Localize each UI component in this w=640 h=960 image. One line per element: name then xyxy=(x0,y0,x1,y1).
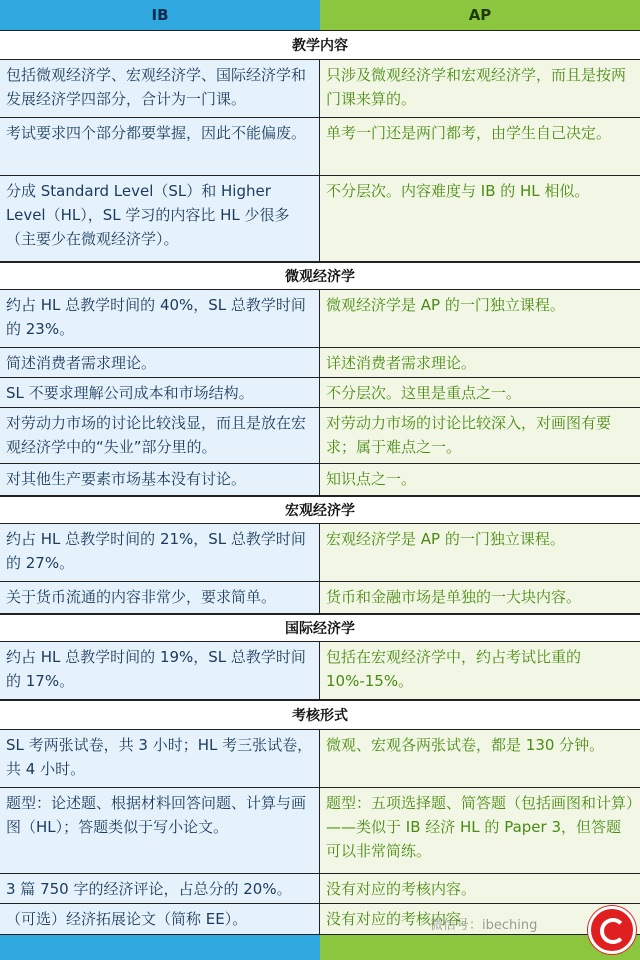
section-title: 教学内容 xyxy=(0,30,640,60)
ap-cell: 微观、宏观各两张试卷，都是 130 分钟。 xyxy=(320,730,640,787)
ap-cell: 宏观经济学是 AP 的一门独立课程。 xyxy=(320,524,640,581)
ib-cell: 题型：论述题、根据材料回答问题、计算与画图（HL）；答题类似于写小论文。 xyxy=(0,788,320,873)
ap-cell: 详述消费者需求理论。 xyxy=(320,348,640,377)
ib-cell: 3 篇 750 字的经济评论，占总分的 20%。 xyxy=(0,874,320,903)
ap-cell: 单考一门还是两门都考，由学生自己决定。 xyxy=(320,118,640,175)
table-row xyxy=(0,378,640,408)
ap-cell: 货币和金融市场是单独的一大块内容。 xyxy=(320,582,640,613)
column-header-ib: IB xyxy=(0,0,320,30)
ib-cell: 对其他生产要素市场基本没有讨论。 xyxy=(0,464,320,495)
ib-cell: 简述消费者需求理论。 xyxy=(0,348,320,377)
ib-cell: 约占 HL 总教学时间的 40%，SL 总教学时间的 23%。 xyxy=(0,290,320,347)
table-row xyxy=(0,408,640,464)
ib-cell: 对劳动力市场的讨论比较浅显，而且是放在宏观经济学中的“失业”部分里的。 xyxy=(0,408,320,463)
ib-cell: 包括微观经济学、宏观经济学、国际经济学和发展经济学四部分，合计为一门课。 xyxy=(0,60,320,117)
ap-cell: 微观经济学是 AP 的一门独立课程。 xyxy=(320,290,640,347)
watermark-text: 微信号：ibeching xyxy=(430,918,538,933)
ap-cell: 不分层次。内容难度与 IB 的 HL 相似。 xyxy=(320,176,640,261)
footer-bar-ib xyxy=(0,935,320,960)
table-row xyxy=(0,582,640,614)
ib-cell: 约占 HL 总教学时间的 19%，SL 总教学时间的 17%。 xyxy=(0,642,320,699)
table-row xyxy=(0,874,640,904)
section-title: 宏观经济学 xyxy=(0,496,640,524)
table-row xyxy=(0,290,640,348)
ib-cell: 关于货币流通的内容非常少，要求简单。 xyxy=(0,582,320,613)
section-title: 考核形式 xyxy=(0,700,640,730)
ap-cell: 只涉及微观经济学和宏观经济学，而且是按两门课来算的。 xyxy=(320,60,640,117)
ib-cell: （可选）经济拓展论文（简称 EE）。 xyxy=(0,904,320,934)
ap-cell: 没有对应的考核内容。 xyxy=(320,874,640,903)
brand-logo-icon xyxy=(588,906,636,954)
ap-cell: 对劳动力市场的讨论比较深入，对画图有要求；属于难点之一。 xyxy=(320,408,640,463)
ap-cell: 没有对应的考核内容。 xyxy=(320,904,640,934)
table-row xyxy=(0,642,640,700)
table-row xyxy=(0,176,640,262)
column-header-ap: AP xyxy=(320,0,640,30)
table-row xyxy=(0,904,640,935)
ap-cell: 知识点之一。 xyxy=(320,464,640,495)
ib-cell: SL 考两张试卷，共 3 小时；HL 考三张试卷，共 4 小时。 xyxy=(0,730,320,787)
table-row xyxy=(0,464,640,496)
table-row xyxy=(0,788,640,874)
table-row xyxy=(0,118,640,176)
ib-cell: 分成 Standard Level（SL）和 Higher Level（HL），SL 学习的内容比 HL 少很多（主要少在微观经济学）。 xyxy=(0,176,320,261)
section-title: 微观经济学 xyxy=(0,262,640,290)
table-row xyxy=(0,60,640,118)
ib-cell: SL 不要求理解公司成本和市场结构。 xyxy=(0,378,320,407)
ib-cell: 约占 HL 总教学时间的 21%，SL 总教学时间的 27%。 xyxy=(0,524,320,581)
ib-cell: 考试要求四个部分都要掌握，因此不能偏废。 xyxy=(0,118,320,175)
table-row xyxy=(0,730,640,788)
ap-cell: 题型：五项选择题、简答题（包括画图和计算）——类似于 IB 经济 HL 的 Paper 3，但答题可以非常简练。 xyxy=(320,788,640,873)
ap-cell: 包括在宏观经济学中，约占考试比重的 10%-15%。 xyxy=(320,642,640,699)
section-title: 国际经济学 xyxy=(0,614,640,642)
table-row xyxy=(0,524,640,582)
ap-cell: 不分层次。这里是重点之一。 xyxy=(320,378,640,407)
table-row xyxy=(0,348,640,378)
